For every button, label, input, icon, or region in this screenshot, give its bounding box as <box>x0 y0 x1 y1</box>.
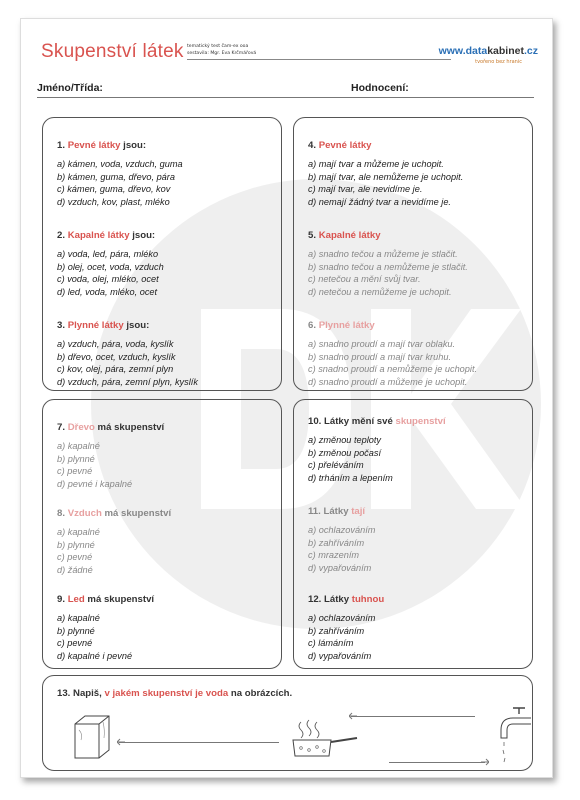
option-d[interactable]: d) netečou a nemůžeme je uchopit. <box>308 286 452 297</box>
option-a[interactable]: a) voda, led, pára, mléko <box>57 249 159 259</box>
answer-line-3 <box>389 762 485 763</box>
question-title: 10. Látky mění své skupenství <box>308 416 446 427</box>
option-d[interactable]: d) snadno proudí a můžeme je uchopit. <box>308 376 468 387</box>
option-a[interactable]: a) změnou teploty <box>308 435 382 445</box>
brand-link[interactable]: www.datakabinet.cz <box>438 45 538 57</box>
option-b[interactable]: b) plynné <box>57 539 95 550</box>
option-list <box>308 434 393 484</box>
option-b[interactable]: b) snadno proudí a mají tvar kruhu. <box>308 351 451 362</box>
boiling-pot-icon <box>287 716 361 760</box>
option-list <box>308 338 477 388</box>
option-list <box>308 612 375 662</box>
name-underline <box>37 97 534 98</box>
option-c[interactable]: c) mrazením <box>308 550 360 561</box>
option-d[interactable]: d) kapalné i pevné <box>57 650 133 661</box>
header-info <box>187 43 256 57</box>
question-title: 3. Plynné látky jsou: <box>57 320 150 331</box>
option-list <box>57 526 100 576</box>
option-c[interactable]: c) voda, olej, mléko, ocet <box>57 274 159 285</box>
question-title: 1. Pevné látky jsou: <box>57 140 147 151</box>
option-d[interactable]: d) trháním a lepením <box>308 472 393 483</box>
question-title: 11. Látky tají <box>308 506 366 517</box>
question-box-4 <box>293 399 533 669</box>
option-list <box>308 524 375 574</box>
option-list <box>57 440 132 490</box>
option-b[interactable]: b) kámen, guma, dřevo, pára <box>57 171 175 182</box>
option-c[interactable]: c) kámen, guma, dřevo, kov <box>57 184 171 195</box>
option-a[interactable]: a) kapalné <box>57 613 100 623</box>
option-d[interactable]: d) vypařováním <box>308 650 372 661</box>
option-b[interactable]: b) zahříváním <box>308 625 365 636</box>
question-title: 2. Kapalné látky jsou: <box>57 230 156 241</box>
option-c[interactable]: c) pevné <box>57 552 93 563</box>
option-a[interactable]: a) ochlazováním <box>308 613 376 623</box>
question-title: 12. Látky tuhnou <box>308 594 385 605</box>
question-title: 4. Pevné látky <box>308 140 372 151</box>
arrow-right-icon <box>481 758 489 766</box>
answer-line-2 <box>351 716 475 717</box>
ice-cube-icon <box>69 710 113 762</box>
option-b[interactable]: b) mají tvar, ale nemůžeme je uchopit. <box>308 171 464 182</box>
header-divider <box>187 59 451 60</box>
option-b[interactable]: b) plynné <box>57 453 95 464</box>
rating-label: Hodnocení: <box>351 82 409 94</box>
option-c[interactable]: c) snadno proudí a nemůžeme je uchopit. <box>308 364 478 375</box>
worksheet-page <box>20 18 553 778</box>
option-c[interactable]: c) netečou a mění svůj tvar. <box>308 274 421 285</box>
info-line-1: tematický test čam-ex ooa <box>187 44 249 49</box>
option-c[interactable]: c) kov, olej, pára, zemní plyn <box>57 364 174 375</box>
option-list <box>57 158 183 208</box>
brand-tagline: tvořeno bez hranic <box>475 59 522 65</box>
question-box-5 <box>42 675 533 771</box>
name-class-label: Jméno/Třída: <box>37 82 103 94</box>
option-c[interactable]: c) pevné <box>57 638 93 649</box>
option-d[interactable]: d) žádné <box>57 564 93 575</box>
option-d[interactable]: d) vzduch, pára, zemní plyn, kyslík <box>57 376 198 387</box>
option-c[interactable]: c) přeléváním <box>308 460 364 471</box>
option-a[interactable]: a) snadno tečou a můžeme je stlačit. <box>308 249 458 259</box>
option-b[interactable]: b) olej, ocet, voda, vzduch <box>57 261 164 272</box>
option-d[interactable]: d) pevné i kapalné <box>57 478 133 489</box>
option-a[interactable]: a) kámen, voda, vzduch, guma <box>57 159 183 169</box>
option-d[interactable]: d) nemají žádný tvar a nevidíme je. <box>308 196 451 207</box>
question-box-3 <box>42 399 282 669</box>
option-a[interactable]: a) kapalné <box>57 441 100 451</box>
option-a[interactable]: a) vzduch, pára, voda, kyslík <box>57 339 174 349</box>
question-title: 9. Led má skupenství <box>57 594 155 605</box>
option-list <box>308 158 463 208</box>
question-title: 13. Napiš, v jakém skupenství je voda na obrázcích. <box>57 688 293 699</box>
arrow-left-icon <box>117 738 125 746</box>
option-a[interactable]: a) kapalné <box>57 527 100 537</box>
question-title: 8. Vzduch má skupenství <box>57 508 172 519</box>
option-list <box>308 248 468 298</box>
option-b[interactable]: b) dřevo, ocet, vzduch, kyslík <box>57 351 176 362</box>
option-b[interactable]: b) zahříváním <box>308 537 365 548</box>
option-a[interactable]: a) ochlazováním <box>308 525 376 535</box>
question-box-1 <box>42 117 282 391</box>
info-line-2: sestavila: Mgr. Eva Krčmářová <box>187 51 257 56</box>
option-b[interactable]: b) plynné <box>57 625 95 636</box>
water-tap-icon <box>491 704 531 768</box>
option-list <box>57 612 132 662</box>
question-title: 6. Plynné látky <box>308 320 375 331</box>
option-b[interactable]: b) snadno tečou a nemůžeme je stlačit. <box>308 261 468 272</box>
question-box-2 <box>293 117 533 391</box>
option-a[interactable]: a) mají tvar a můžeme je uchopit. <box>308 159 444 169</box>
option-list <box>57 338 198 388</box>
arrow-left-icon <box>349 712 357 720</box>
option-a[interactable]: a) snadno proudí a mají tvar oblaku. <box>308 339 456 349</box>
option-c[interactable]: c) pevné <box>57 466 93 477</box>
question-title: 5. Kapalné látky <box>308 230 381 241</box>
option-c[interactable]: c) lámáním <box>308 638 354 649</box>
answer-line-1 <box>119 742 279 743</box>
option-list <box>57 248 164 298</box>
page-title: Skupenství látek <box>41 41 184 62</box>
option-d[interactable]: d) led, voda, mléko, ocet <box>57 286 158 297</box>
option-c[interactable]: c) mají tvar, ale nevidíme je. <box>308 184 423 195</box>
option-d[interactable]: d) vzduch, kov, plast, mléko <box>57 196 170 207</box>
option-d[interactable]: d) vypařováním <box>308 562 372 573</box>
option-b[interactable]: b) změnou počasí <box>308 447 382 458</box>
question-title: 7. Dřevo má skupenství <box>57 422 165 433</box>
